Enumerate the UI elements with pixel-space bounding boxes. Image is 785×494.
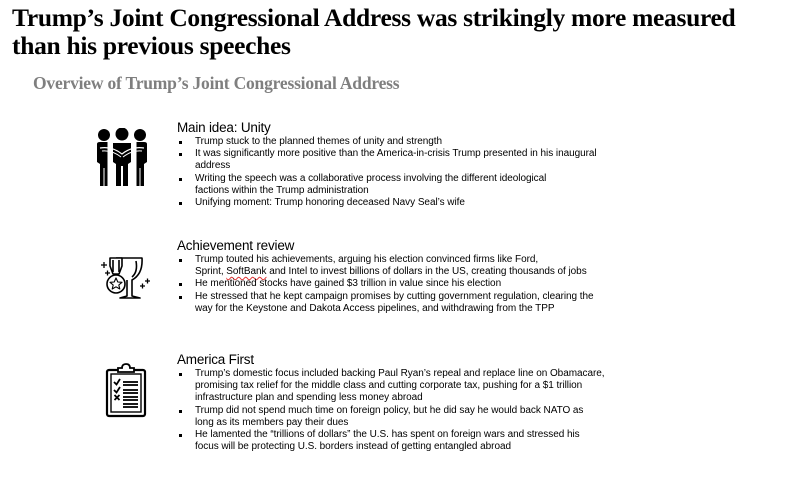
bullet-text: way for the Keystone and Dakota Access pipelines, and withdrawing from the TPP — [195, 302, 555, 314]
bullet-text: Trump touted his achievements, arguing his election convinced firms like Ford, — [195, 254, 539, 265]
bullet-list — [177, 368, 667, 453]
bullet-text: He stressed that he kept campaign promises by cutting government regulation, clearing the — [195, 290, 594, 302]
bullet-text: Trump did not spend much time on foreign policy, but he did say he would back NATO as — [195, 404, 584, 416]
list-item — [177, 291, 667, 315]
list-item — [177, 254, 667, 278]
bullet-text: promising tax relief for the middle class and cutting corporate tax, pushing for a $1 trillion — [195, 380, 583, 392]
bullet-list — [177, 254, 667, 315]
list-item — [177, 368, 667, 405]
list-item — [177, 278, 667, 290]
bullet-text: address — [195, 160, 231, 172]
group-embrace-icon — [94, 128, 150, 188]
clipboard-checklist-icon — [104, 362, 148, 418]
bullet-text — [195, 266, 667, 278]
bullet-text: long as its members pay their dues — [195, 416, 349, 428]
bullet-text: focus will be protecting U.S. borders instead of getting entangled abroad — [195, 441, 511, 453]
list-item — [177, 197, 667, 209]
bullet-text: It was significantly more positive than the America-in-crisis Trump presented in his inaugural — [195, 148, 597, 160]
list-item — [177, 136, 667, 148]
section-heading: Main idea: Unity — [177, 120, 271, 135]
section-heading: America First — [177, 352, 254, 367]
bullet-text: infrastructure plan and spending less money abroad — [195, 392, 423, 404]
section-achievement-review — [0, 234, 785, 334]
page-title: Trump’s Joint Congressional Address was strikingly more measured than his previous speeches — [12, 3, 736, 60]
section-heading: Achievement review — [177, 238, 295, 253]
bullet-text-part: Sprint, — [195, 266, 227, 278]
spellcheck-underlined-word: SoftBank — [226, 266, 267, 278]
trophy-medal-icon — [96, 252, 152, 302]
bullet-text-part: and Intel to invest billions of dollars in the US, creating thousands of jobs — [266, 266, 587, 278]
bullet-text: He mentioned stocks have gained $3 trillion in value since his election — [195, 278, 502, 290]
bullet-text: Writing the speech was a collaborative process involving the different ideological — [195, 172, 547, 184]
section-unity — [0, 120, 785, 230]
list-item — [177, 405, 667, 429]
bullet-text: He lamented the “trillions of dollars” the U.S. has spent on foreign wars and stressed his — [195, 429, 580, 441]
bullet-text: Trump stuck to the planned themes of unity and strength — [195, 136, 443, 147]
list-item — [177, 173, 667, 197]
bullet-text: factions within the Trump administration — [195, 184, 369, 196]
section-america-first — [0, 352, 785, 482]
list-item — [177, 429, 667, 453]
bullet-text: Unifying moment: Trump honoring deceased Navy Seal’s wife — [195, 197, 465, 209]
list-item — [177, 148, 667, 172]
page-subtitle: Overview of Trump’s Joint Congressional Address — [33, 73, 400, 93]
bullet-text: Trump’s domestic focus included backing Paul Ryan’s repeal and replace line on Obamacare, — [195, 368, 605, 379]
bullet-list — [177, 136, 667, 209]
